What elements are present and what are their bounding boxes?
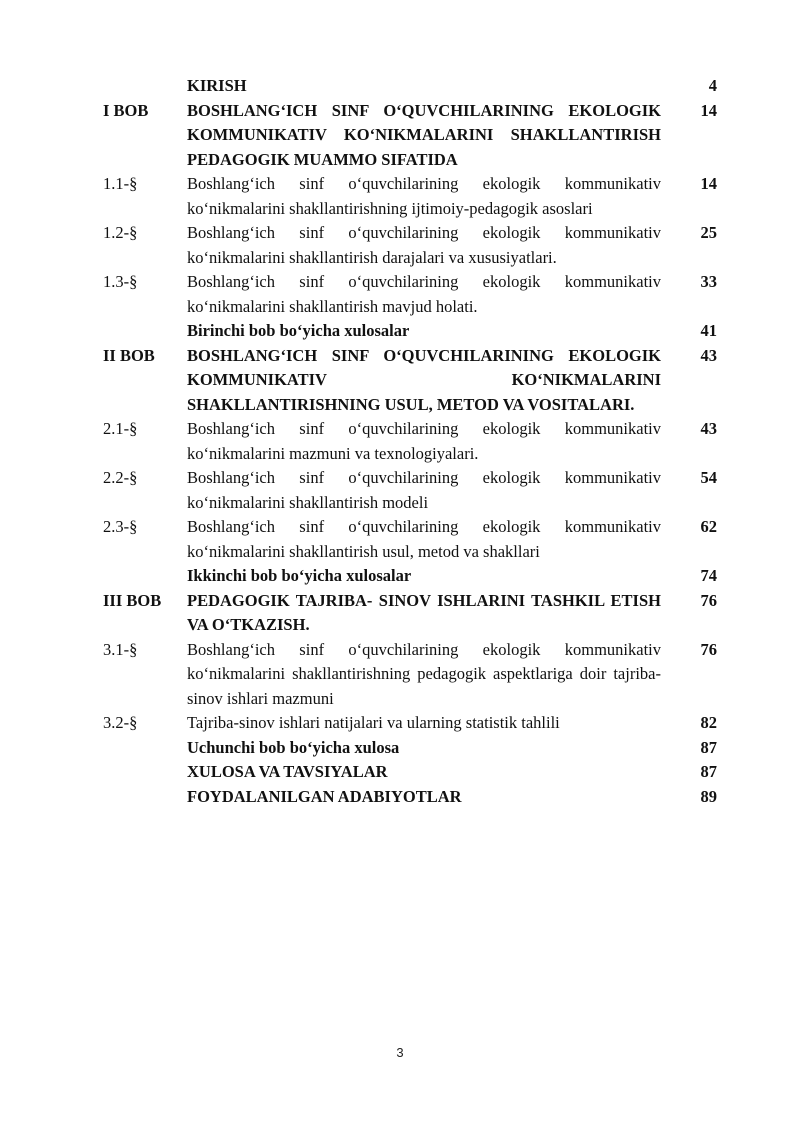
toc-row-references[interactable] [103,785,723,810]
toc-title: Ikkinchi bob bo‘yicha xulosalar [187,566,412,585]
toc-page: 14 [700,100,717,120]
toc-page: 82 [700,713,717,732]
toc-row-section-2-3[interactable] [103,515,723,564]
toc-page: 41 [700,321,717,340]
toc-title: Boshlang‘ich sinf o‘quvchilarining ekologik kommunikativ ko‘nikmalarini shakllantirishning ijtimoiy-pedagogik asoslari [187,174,661,218]
toc-page: 43 [700,419,717,438]
toc-page: 4 [708,76,717,95]
toc-number: 2.2-§ [103,468,138,487]
toc-page: 87 [700,737,717,757]
toc-number: 2.1-§ [103,419,138,438]
toc-title: BOSHLANG‘ICH SINF O‘QUVCHILARINING EKOLOGIK KOMMUNIKATIV KO‘NIKMALARINI SHAKLLANTIRISH PEDAGOGIK MUAMMO SIFATIDA [187,100,661,169]
toc-title: KIRISH [187,76,247,95]
toc-title: Boshlang‘ich sinf o‘quvchilarining ekologik kommunikativ ko‘nikmalarini shakllantirish modeli [187,468,661,512]
toc-title: Boshlang‘ich sinf o‘quvchilarining ekologik kommunikativ ko‘nikmalarini shakllantirish usul, metod va shakllari [187,517,661,561]
toc-page: 14 [700,174,717,193]
toc-page: 33 [700,272,717,291]
toc-title: Boshlang‘ich sinf o‘quvchilarining ekologik kommunikativ ko‘nikmalarini shakllantirish darajalari va xususiyatlari. [187,223,661,267]
toc-page: 54 [700,468,717,487]
toc-row-chapter-2[interactable] [103,344,723,418]
toc-number: 3.1-§ [103,639,138,659]
toc-page: 76 [700,590,717,610]
toc-row-section-2-1[interactable] [103,417,723,466]
toc-title: Boshlang‘ich sinf o‘quvchilarining ekologik kommunikativ ko‘nikmalarini shakllantirishning pedagogik aspektlariga doir tajriba-sinov ishlari mazmuni [187,639,661,708]
toc-page: 43 [700,345,717,365]
toc-title: Boshlang‘ich sinf o‘quvchilarining ekologik kommunikativ ko‘nikmalarini shakllantirish mavjud holati. [187,272,661,316]
toc-page: 89 [700,786,717,806]
toc-title: Boshlang‘ich sinf o‘quvchilarining ekologik kommunikativ ko‘nikmalarini mazmuni va texnologiyalari. [187,419,661,463]
toc-number: 1.3-§ [103,272,138,291]
toc-row-chapter-1[interactable] [103,99,723,173]
toc-page: 76 [700,639,717,659]
toc-row-section-1-2[interactable] [103,221,723,270]
toc-row-conclusion-1[interactable] [103,319,723,344]
toc-row-section-3-1[interactable] [103,638,723,712]
table-of-contents [103,74,723,809]
toc-number: I BOB [103,100,149,120]
toc-number: II BOB [103,345,155,365]
toc-title: Uchunchi bob bo‘yicha xulosa [187,737,400,757]
toc-row-section-3-2[interactable] [103,711,723,736]
toc-row-section-1-3[interactable] [103,270,723,319]
toc-number: 2.3-§ [103,517,138,536]
page-number: 3 [396,1045,404,1060]
toc-row-section-2-2[interactable] [103,466,723,515]
toc-page: 62 [700,517,717,536]
toc-number: 3.2-§ [103,713,138,732]
toc-page: 74 [700,566,717,585]
toc-title: PEDAGOGIK TAJRIBA- SINOV ISHLARINI TASHKIL ETISH VA O‘TKAZISH. [187,590,661,634]
toc-page: 87 [700,762,717,781]
toc-title: FOYDALANILGAN ADABIYOTLAR [187,786,462,806]
toc-title: Birinchi bob bo‘yicha xulosalar [187,321,410,340]
toc-row-conclusion-2[interactable] [103,564,723,589]
toc-row-intro[interactable] [103,74,723,99]
toc-number: 1.2-§ [103,223,138,242]
toc-title: Tajriba-sinov ishlari natijalari va ularning statistik tahlili [187,713,560,732]
toc-row-chapter-3[interactable] [103,589,723,638]
toc-row-conclusion-3[interactable] [103,736,723,761]
toc-title: BOSHLANG‘ICH SINF O‘QUVCHILARINING EKOLOGIK KOMMUNIKATIV KO‘NIKMALARINI SHAKLLANTIRISHNING USUL, METOD VA VOSITALARI. [187,345,661,414]
toc-title: XULOSA VA TAVSIYALAR [187,762,388,781]
toc-page: 25 [700,223,717,242]
toc-number: 1.1-§ [103,174,138,193]
toc-row-section-1-1[interactable] [103,172,723,221]
toc-row-conclusions-recommendations[interactable] [103,760,723,785]
toc-number: III BOB [103,590,162,610]
